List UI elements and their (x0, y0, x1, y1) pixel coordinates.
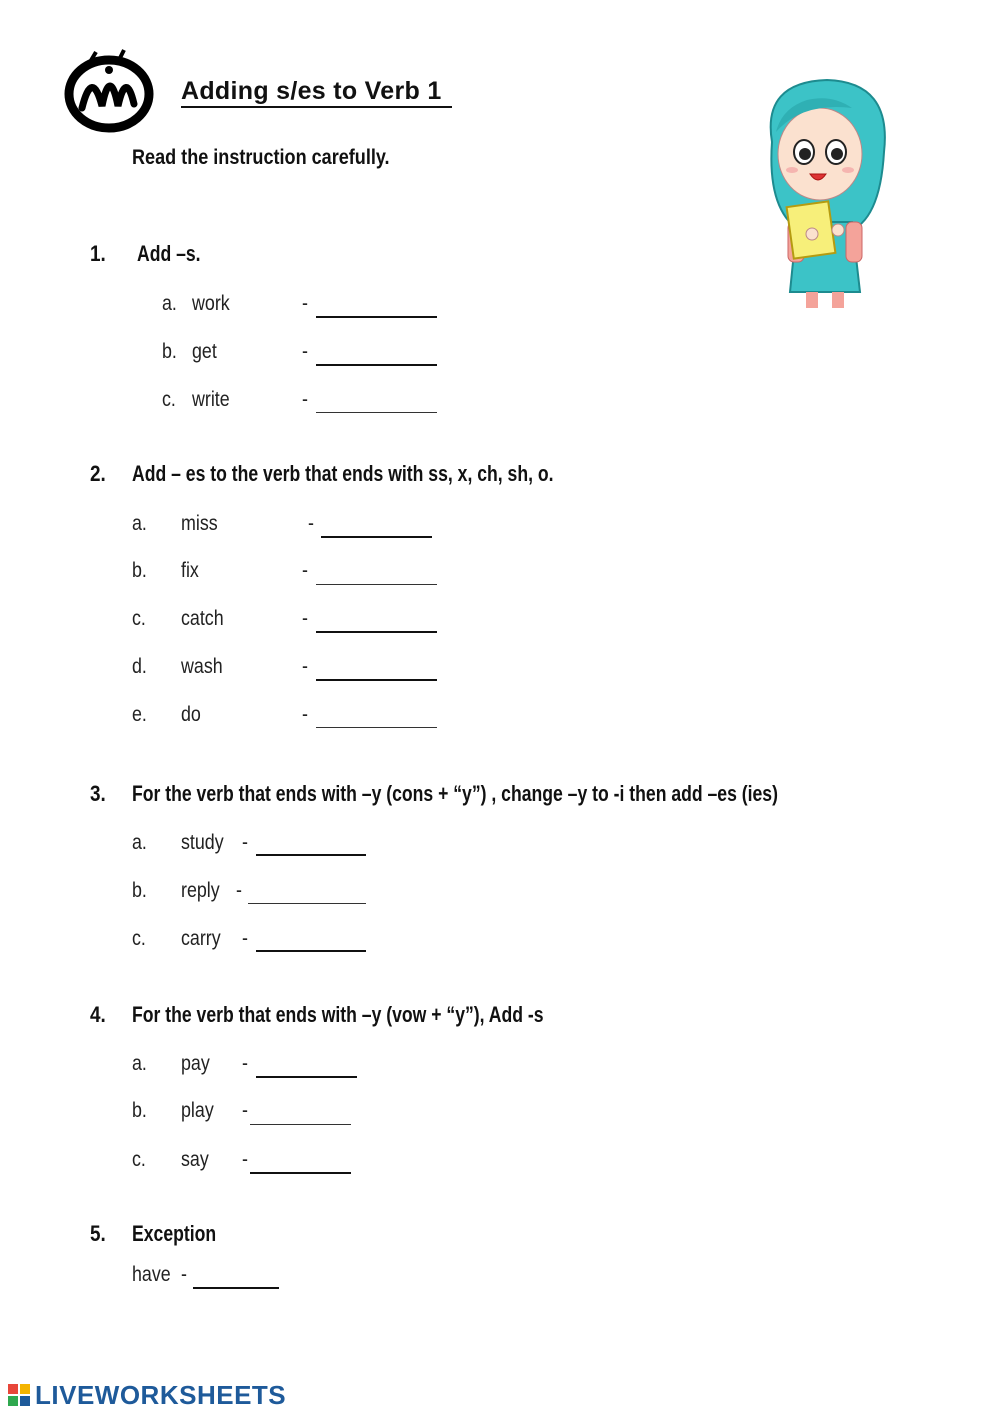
answer-blank[interactable] (316, 631, 437, 633)
item-word: do (181, 703, 201, 726)
section-heading: Add –s. (137, 241, 201, 266)
girl-illustration (752, 72, 902, 317)
section-heading: Exception (132, 1221, 217, 1246)
item-dash: - (236, 879, 242, 902)
item-dash: - (302, 559, 308, 582)
item-letter: b. (132, 1099, 147, 1122)
item-word: pay (181, 1052, 210, 1075)
item-word: wash (181, 655, 223, 678)
section-heading: For the verb that ends with –y (vow + “y”), Add -s (132, 1002, 544, 1027)
answer-blank[interactable] (256, 950, 366, 952)
item-dash: - (242, 1099, 248, 1122)
worksheet-title: Adding s/es to Verb 1 (181, 76, 452, 108)
item-dash: - (302, 388, 308, 411)
item-word: play (181, 1099, 214, 1122)
answer-blank[interactable] (321, 536, 432, 538)
section-heading: Add – es to the verb that ends with ss, x, ch, sh, o. (132, 461, 554, 486)
item-dash: - (302, 340, 308, 363)
item-dash: - (302, 655, 308, 678)
item-word: miss (181, 512, 218, 535)
liveworksheets-logo-icon (8, 1384, 30, 1406)
item-dash: - (308, 512, 314, 535)
answer-blank[interactable] (316, 364, 437, 366)
item-letter: b. (132, 879, 147, 902)
brand-name: LIVEWORKSHEETS (35, 1379, 287, 1410)
answer-blank[interactable] (316, 412, 437, 413)
item-word: work (192, 292, 230, 315)
item-letter: a. (132, 831, 147, 854)
item-dash: - (242, 1148, 248, 1171)
item-dash: - (242, 927, 248, 950)
item-dash: - (181, 1263, 187, 1286)
item-word: study (181, 831, 224, 854)
item-dash: - (242, 1052, 248, 1075)
answer-blank[interactable] (316, 316, 437, 318)
section-heading: For the verb that ends with –y (cons + “y”) , change –y to -i then add –es (ies) (132, 781, 778, 806)
item-letter: c. (132, 607, 146, 630)
item-letter: c. (132, 927, 146, 950)
answer-blank[interactable] (256, 1076, 357, 1078)
answer-blank[interactable] (248, 903, 366, 904)
item-word: fix (181, 559, 199, 582)
section-number: 3. (90, 781, 106, 806)
item-word: write (192, 388, 230, 411)
answer-blank[interactable] (316, 679, 437, 681)
item-letter: a. (162, 292, 177, 315)
item-letter: d. (132, 655, 147, 678)
answer-blank[interactable] (250, 1172, 351, 1174)
section-number: 2. (90, 461, 106, 486)
answer-blank[interactable] (316, 584, 437, 585)
section-number: 4. (90, 1002, 106, 1027)
answer-blank[interactable] (256, 854, 366, 856)
item-letter: a. (132, 1052, 147, 1075)
item-letter: c. (162, 388, 176, 411)
calligraphy-logo (62, 48, 156, 134)
section-number: 5. (90, 1221, 106, 1246)
liveworksheets-brand (8, 1380, 286, 1410)
item-letter: b. (162, 340, 177, 363)
item-dash: - (302, 607, 308, 630)
item-dash: - (302, 703, 308, 726)
instruction-text: Read the instruction carefully. (132, 146, 390, 169)
item-letter: e. (132, 703, 147, 726)
item-letter: c. (132, 1148, 146, 1171)
answer-blank[interactable] (250, 1124, 351, 1125)
item-dash: - (302, 292, 308, 315)
item-letter: b. (132, 559, 147, 582)
answer-blank[interactable] (193, 1287, 279, 1289)
item-word: reply (181, 879, 220, 902)
answer-blank[interactable] (316, 727, 437, 728)
item-word: get (192, 340, 217, 363)
item-word: say (181, 1148, 209, 1171)
item-word: have (132, 1263, 171, 1286)
item-letter: a. (132, 512, 147, 535)
item-word: carry (181, 927, 221, 950)
item-word: catch (181, 607, 224, 630)
item-dash: - (242, 831, 248, 854)
section-number: 1. (90, 241, 106, 266)
